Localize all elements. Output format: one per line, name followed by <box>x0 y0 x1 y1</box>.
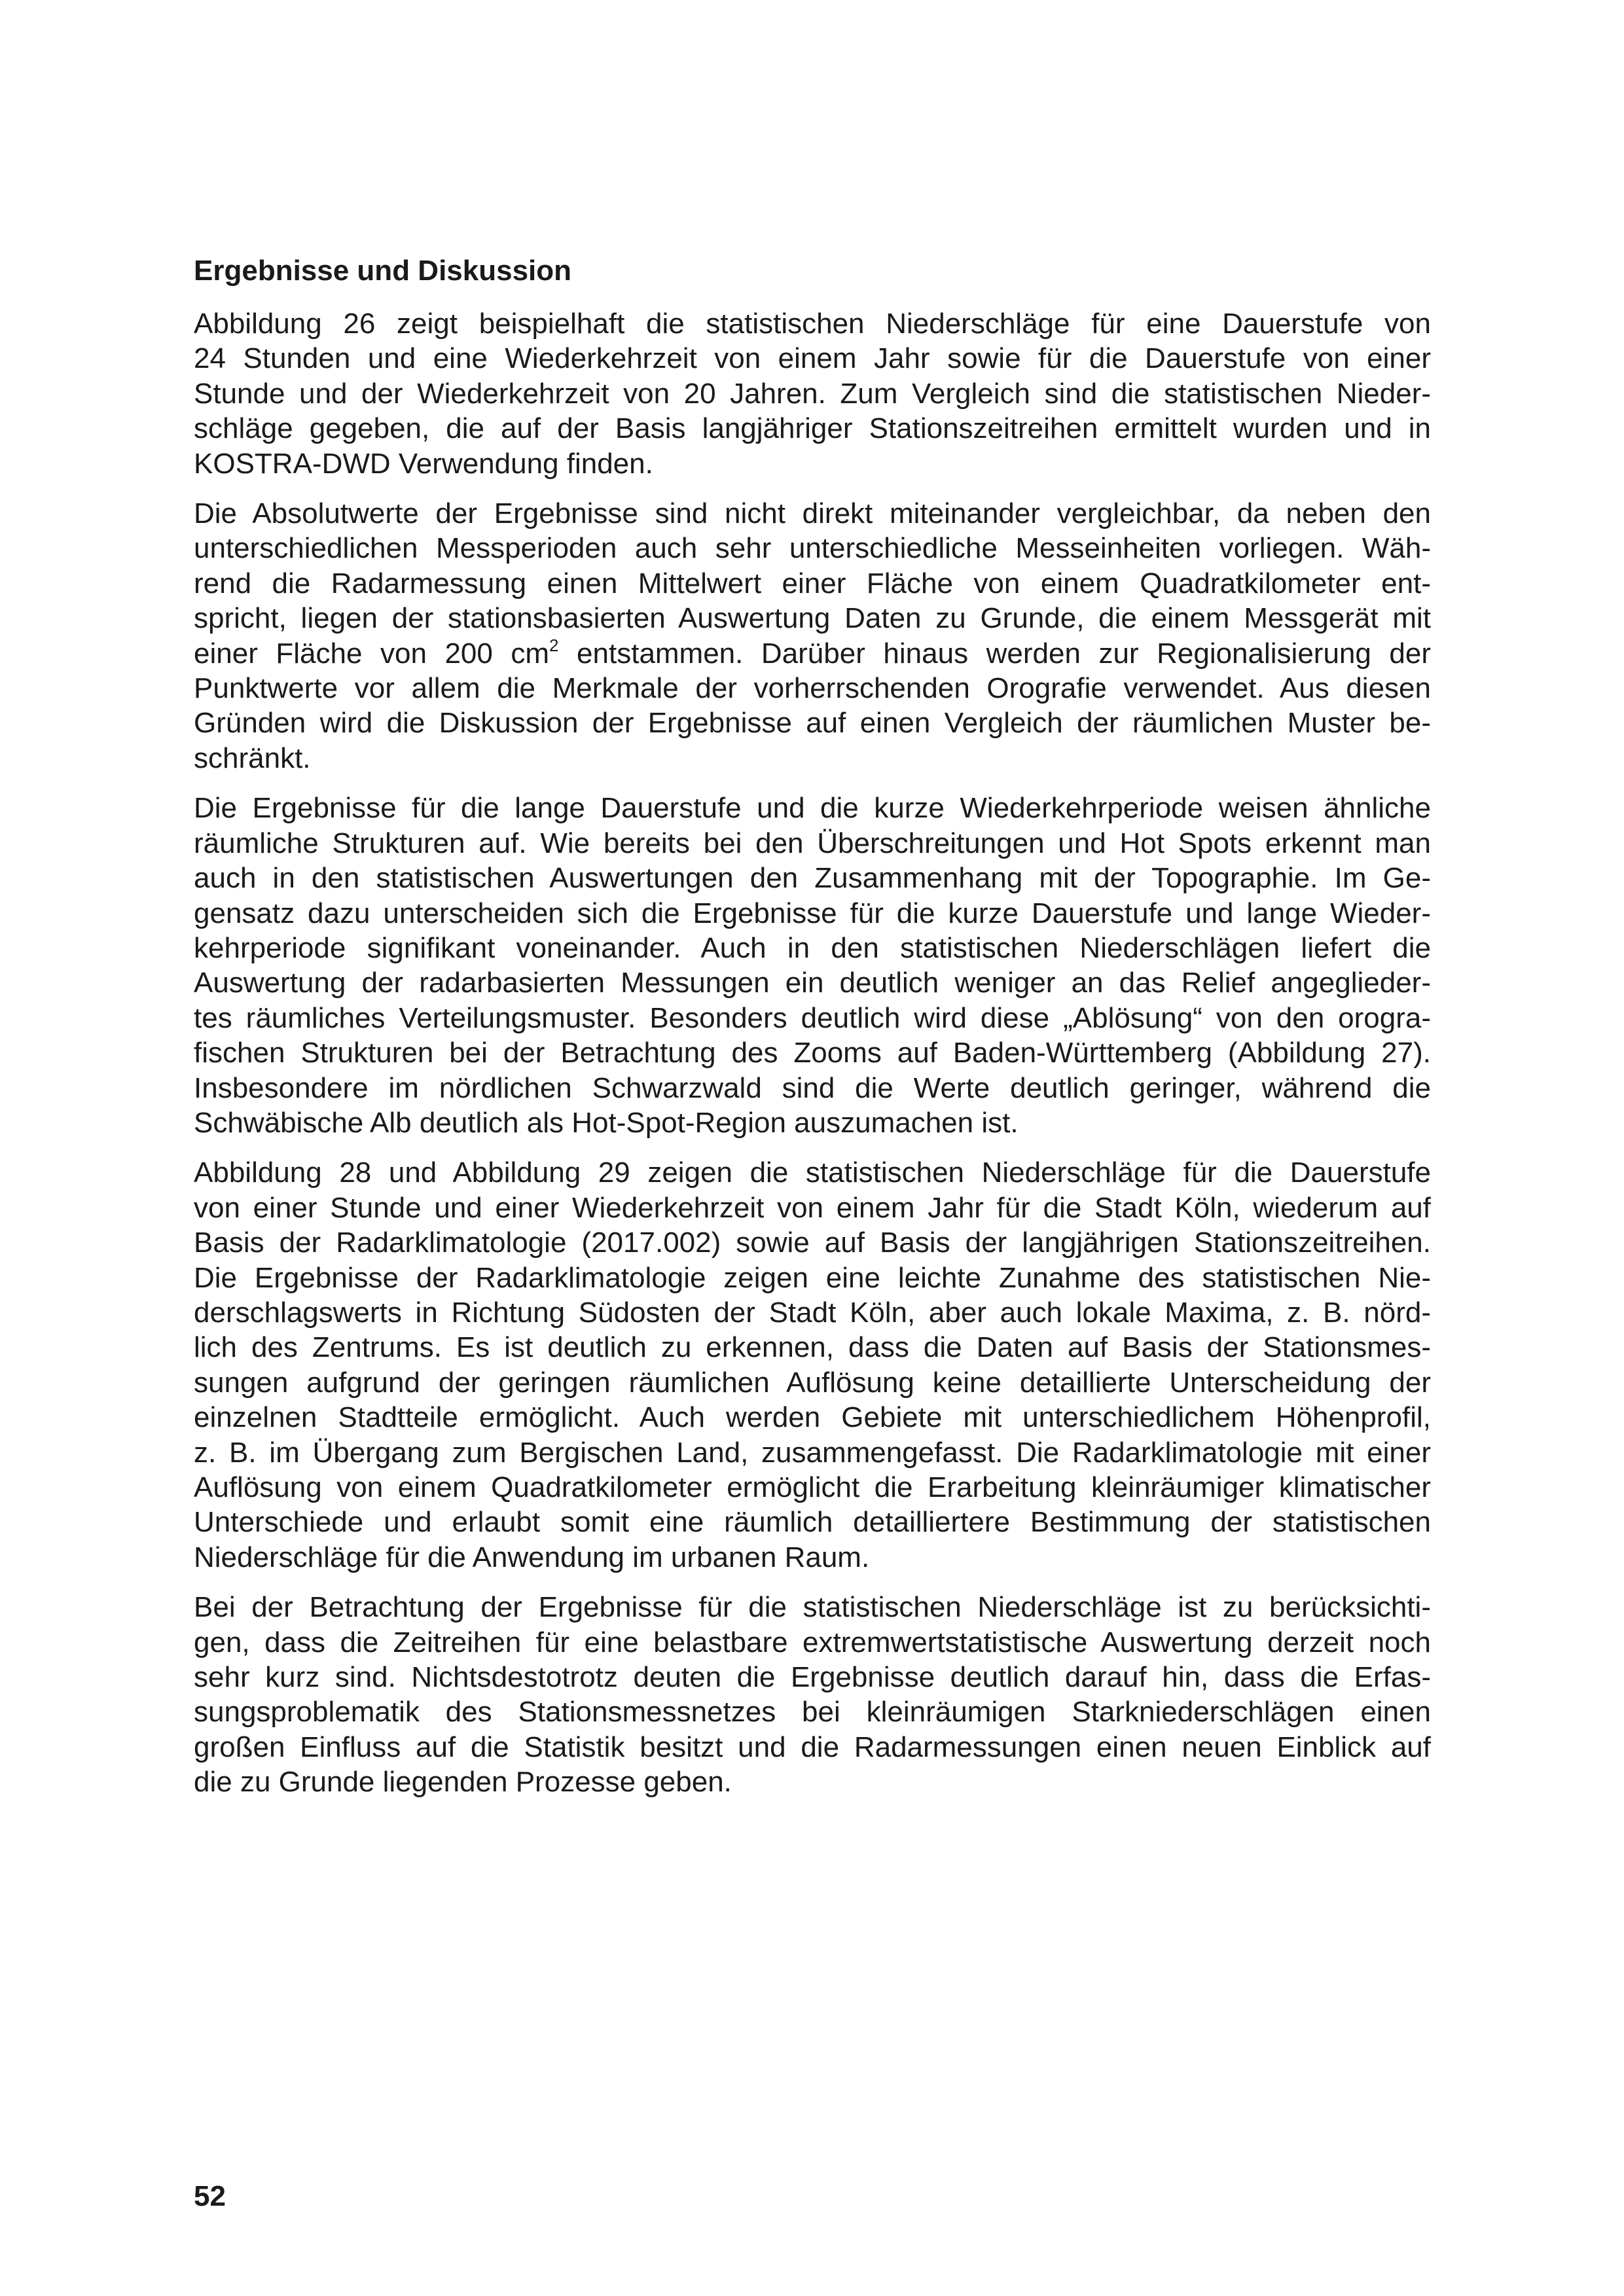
text-fragment: entstammen. Darüber hinaus werden zur Regionalisierung der <box>558 637 1431 670</box>
text-line-with-superscript <box>194 636 1431 671</box>
text-fragment: einer Fläche von 200 cm <box>194 637 550 670</box>
text-line: die zu Grunde liegenden Prozesse geben. <box>194 1766 732 1799</box>
text-line: Abbildung 26 zeigt beispielhaft die statistischen Niederschläge für eine Dauerstufe von <box>194 308 1431 340</box>
text-line: räumliche Strukturen auf. Wie bereits bei den Überschreitungen und Hot Spots erkennt man <box>194 827 1431 859</box>
text-line: sungen aufgrund der geringen räumlichen Auflösung keine detaillierte Unterscheidung der <box>194 1366 1431 1399</box>
text-line: Abbildung 28 und Abbildung 29 zeigen die statistischen Niederschläge für die Dauerstufe <box>194 1157 1431 1189</box>
text-line: von einer Stunde und einer Wiederkehrzeit von einem Jahr für die Stadt Köln, wiederum auf <box>194 1191 1431 1224</box>
text-line: KOSTRA-DWD Verwendung finden. <box>194 447 653 480</box>
text-line: gensatz dazu unterscheiden sich die Ergebnisse für die kurze Dauerstufe und lange Wieder- <box>194 897 1431 929</box>
paragraph-3 <box>194 791 1431 1140</box>
text-line: Auflösung von einem Quadratkilometer ermöglicht die Erarbeitung kleinräumiger klimatischer <box>194 1471 1431 1503</box>
section-heading: Ergebnisse und Diskussion <box>194 255 572 287</box>
text-line: fischen Strukturen bei der Betrachtung des Zooms auf Baden-Württemberg (Abbildung 27). <box>194 1037 1431 1069</box>
text-line: kehrperiode signifikant voneinander. Auch in den statistischen Niederschlägen liefert die <box>194 931 1431 964</box>
paragraph-1 <box>194 306 1431 481</box>
paragraph-2 <box>194 496 1431 776</box>
text-line: 24 Stunden und eine Wiederkehrzeit von einem Jahr sowie für die Dauerstufe von einer <box>194 342 1431 375</box>
text-line: z. B. im Übergang zum Bergischen Land, zusammengefasst. Die Radarklimatologie mit einer <box>194 1436 1431 1469</box>
text-line: sehr kurz sind. Nichtsdestotrotz deuten die Ergebnisse deutlich darauf hin, dass die Erfas- <box>194 1661 1431 1694</box>
text-line: auch in den statistischen Auswertungen den Zusammenhang mit der Topographie. Im Ge- <box>194 862 1431 895</box>
text-line: rend die Radarmessung einen Mittelwert einer Fläche von einem Quadratkilometer ent- <box>194 567 1431 600</box>
text-line: Schwäbische Alb deutlich als Hot-Spot-Region auszumachen ist. <box>194 1106 1019 1139</box>
text-line: Unterschiede und erlaubt somit eine räumlich detailliertere Bestimmung der statistischen <box>194 1506 1431 1539</box>
text-line: schläge gegeben, die auf der Basis langjähriger Stationszeitreihen ermittelt wurden und in <box>194 412 1431 445</box>
text-line: tes räumliches Verteilungsmuster. Besonders deutlich wird diese „Ablösung“ von den orogra- <box>194 1001 1431 1034</box>
text-line: einzelnen Stadtteile ermöglicht. Auch werden Gebiete mit unterschiedlichem Höhenprofil, <box>194 1401 1431 1434</box>
text-line: Auswertung der radarbasierten Messungen ein deutlich weniger an das Relief angeglieder- <box>194 967 1431 999</box>
text-line: Basis der Radarklimatologie (2017.002) sowie auf Basis der langjährigen Stationszeitreihen. <box>194 1227 1431 1259</box>
text-line: Gründen wird die Diskussion der Ergebnisse auf einen Vergleich der räumlichen Muster be- <box>194 707 1431 740</box>
text-line: Punktwerte vor allem die Merkmale der vorherrschenden Orografie verwendet. Aus diesen <box>194 672 1431 705</box>
paragraph-5 <box>194 1590 1431 1799</box>
document-body <box>194 254 1431 1815</box>
page-number: 52 <box>194 2180 226 2212</box>
text-line: Bei der Betrachtung der Ergebnisse für die statistischen Niederschläge ist zu berücksichti- <box>194 1591 1431 1624</box>
text-line: Die Absolutwerte der Ergebnisse sind nicht direkt miteinander vergleichbar, da neben den <box>194 497 1431 530</box>
text-line: gen, dass die Zeitreihen für eine belastbare extremwertstatistische Auswertung derzeit noch <box>194 1626 1431 1659</box>
text-line: Insbesondere im nördlichen Schwarzwald sind die Werte deutlich geringer, während die <box>194 1071 1431 1104</box>
text-line: großen Einfluss auf die Statistik besitzt und die Radarmessungen einen neuen Einblick auf <box>194 1731 1431 1763</box>
text-line: Die Ergebnisse für die lange Dauerstufe und die kurze Wiederkehrperiode weisen ähnliche <box>194 792 1431 825</box>
text-line: derschlagswerts in Richtung Südosten der Stadt Köln, aber auch lokale Maxima, z. B. nörd- <box>194 1296 1431 1329</box>
text-line: Die Ergebnisse der Radarklimatologie zeigen eine leichte Zunahme des statistischen Nie- <box>194 1261 1431 1294</box>
text-line: Niederschläge für die Anwendung im urbanen Raum. <box>194 1541 870 1573</box>
text-line: unterschiedlichen Messperioden auch sehr unterschiedliche Messeinheiten vorliegen. Wäh- <box>194 532 1431 565</box>
paragraph-4 <box>194 1155 1431 1575</box>
text-line: sungsproblematik des Stationsmessnetzes bei kleinräumigen Starkniederschlägen einen <box>194 1696 1431 1729</box>
text-line: spricht, liegen der stationsbasierten Auswertung Daten zu Grunde, die einem Messgerät mit <box>194 602 1431 635</box>
superscript: 2 <box>549 635 559 655</box>
text-line: Stunde und der Wiederkehrzeit von 20 Jahren. Zum Vergleich sind die statistischen Nieder- <box>194 377 1431 410</box>
text-line: lich des Zentrums. Es ist deutlich zu erkennen, dass die Daten auf Basis der Stationsmes- <box>194 1331 1431 1364</box>
text-line: schränkt. <box>194 742 311 774</box>
